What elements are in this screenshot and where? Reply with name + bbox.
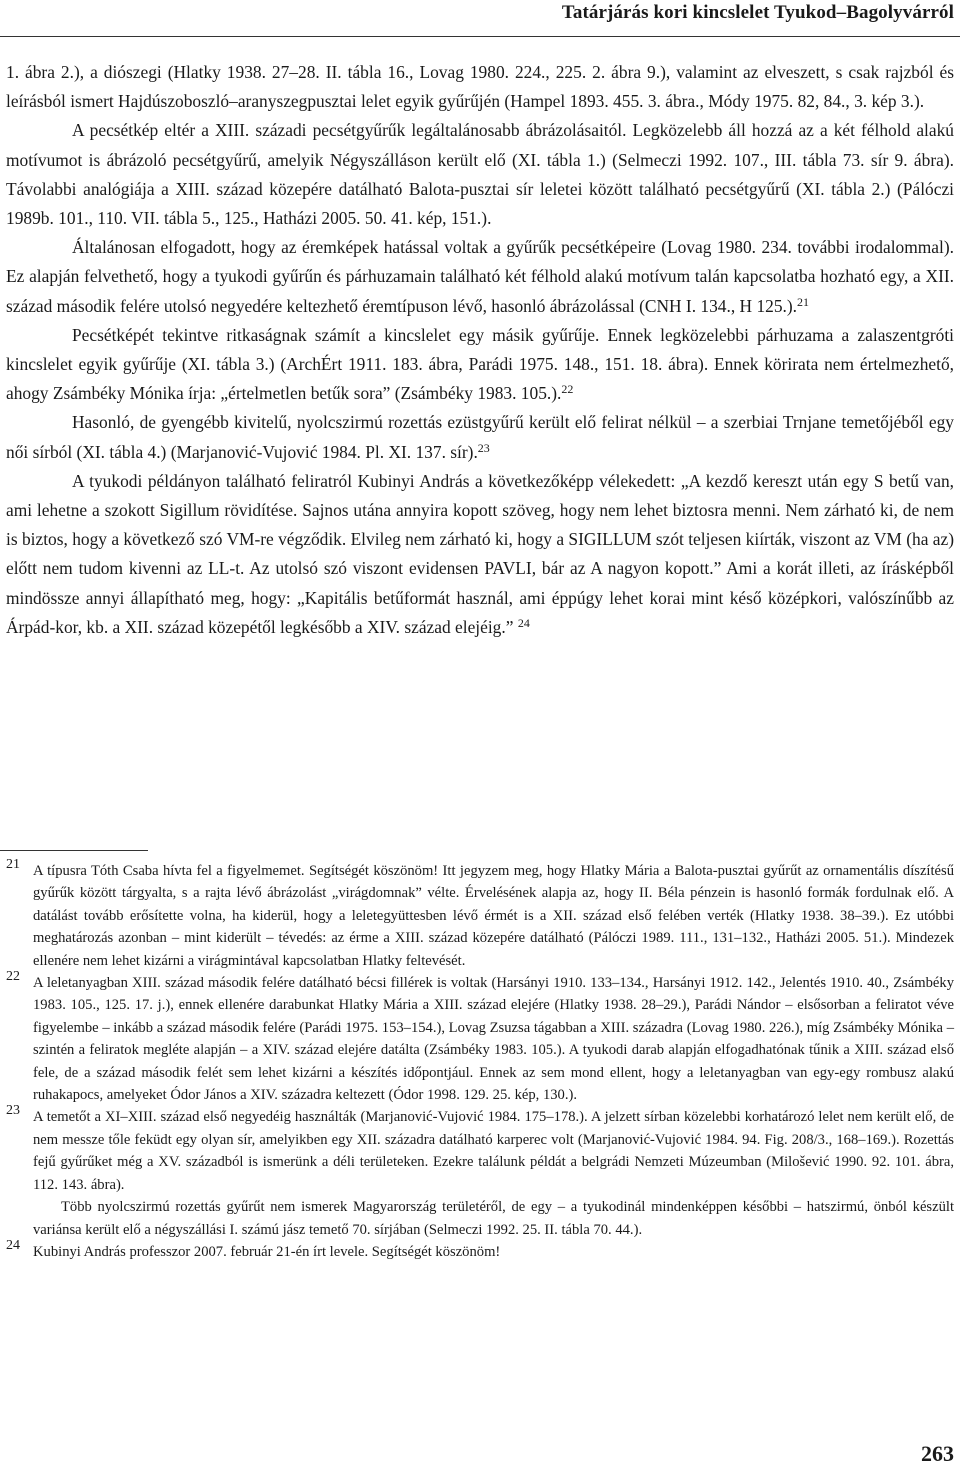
footnote-ref-22[interactable]: 22 (561, 382, 574, 397)
footnote-rule (0, 850, 148, 851)
footnote-22 (6, 969, 954, 1106)
footnote-23 (6, 1103, 954, 1240)
footnote-21 (6, 857, 954, 972)
paragraph-5 (6, 408, 954, 466)
footnote-24 (6, 1237, 954, 1263)
header-rule (0, 36, 960, 37)
footnote-text: A leletanyagban XIII. század második felére datálható bécsi fillérek is voltak (Harsányi 1910. 133–134., Harsányi 1912. 142., Jelentés 1910. 40., Zsámbéky 1983. 105., 125. 17. j.), ennek ellenére darabunkat Hlatky Mária a XIII. század elejére (Hlatky 1938. 28–29.), Parádi Nándor – elsősorban a feliratot véve figyelembe – inkább a század második felére (Parádi 1975. 153–154.), Lovag Zsuzsa tágabban a XIII. századra (Lovag 1980. 226.), míg Zsámbéky Mónika – szintén a feliratok megléte alapján – a XIV. század elejére datálta (Zsámbéky 1983. 105.). A tyukodi darab alapján elfogadhatónak tűnik a XIII. század első fele, de a század második felét sem lehet kizárni a készítés időpontjául. Ennek az sem mond ellent, hogy a leletanyagban van egy-egy rombusz alakú ruhakapocs, amelyeket Ódor János a XIV. századra keltezett (Ódor 1998. 129. 25. kép, 130.). (33, 975, 954, 1104)
paragraph-5-text: Hasonló, de gyengébb kivitelű, nyolcszirmú rozettás ezüstgyűrű került elő felirat nélkül – a szerbiai Trnjane temetőjéből egy női sírból (XI. tábla 4.) (Marjanović-Vujović 1984. Pl. XI. 137. sír). (6, 412, 954, 462)
footnote-text: Kubinyi András professzor 2007. február 21-én írt levele. Segítségét köszönöm! (33, 1243, 501, 1260)
page-number: 263 (921, 1441, 954, 1466)
footnote-ref-24[interactable]: 24 (517, 615, 530, 630)
footnote-ref-21[interactable]: 21 (797, 294, 810, 309)
footnote-text: A temetőt a XI–XIII. század első negyedéig használták (Marjanović-Vujović 1984. 175–178.). A jelzett sírban közelebbi korhatározó lelet nem került elő, de nem messze tőle feküdt egy olyan sír, amelyikben egy XII. századra datálható karperec volt (Marjanović-Vujović 1984. 94. Fig. 208/3., 168–169.). Rozettás fejű gyűrűket még a XV. századból is ismerünk a déli területeken. Ezekre találunk példát a belgrádi Nemzeti Múzeumban (Milošević 1990. 92. 101. ábra, 112. 143. ábra). (33, 1109, 954, 1193)
footnote-number: 23 (6, 1103, 20, 1119)
paragraph-4 (6, 321, 954, 409)
paragraph-2: A pecsétkép eltér a XIII. századi pecsétgyűrűk legáltalánosabb ábrázolásaitól. Legközelebb áll hozzá az a két félhold alakú motívumot is ábrázoló pecsétgyűrű, amelyik Négyszálláson került elő (XI. tábla 1.) (Selmeczi 1992. 107., III. tábla 73. sír 9. ábra). Távolabbi analógiája a XIII. század közepére datálható Balota-pusztai sír leletei között található pecsétgyűrű (XI. tábla 2.) (Pálóczi 1989b. 101., 110. VII. tábla 5., 125., Hatházi 2005. 50. 41. kép, 151.). (6, 120, 954, 229)
footnote-ref-23[interactable]: 23 (477, 440, 490, 455)
main-text (6, 58, 954, 642)
paragraph-3-text: Általánosan elfogadott, hogy az éremképek hatással voltak a gyűrűk pecsétképeire (Lovag 1980. 234. további irodalommal). Ez alapján felvethető, hogy a tyukodi gyűrűn és párhuzamain található két félhold alakú motívum talán kapcsolatba hozható egy, a XII. század második felére utolsó negyedére keltezhető éremtípuson lévő, hasonló ábrázolással (CNH I. 134., H 125.). (6, 237, 954, 316)
paragraph-6 (6, 467, 954, 642)
footnote-number: 24 (6, 1237, 20, 1253)
paragraph-6-text: A tyukodi példányon található feliratról Kubinyi András a következőképp vélekedett: „A kezdő kereszt után egy S betű van, ami lehetne a szokott Sigillum rövidítése. Sajnos utána annyira kopott szöveg, hogy nem lehet biztosra menni. Nem zárható ki, de nem is biztos, hogy a következő szó VM-re végződik. Elvileg nem zárható ki, hogy a SIGILLUM szót teljesen kiírták, viszont az VM (ha az) előtt nem tudom kivenni az LL-t. Az utolsó szó viszont evidensen PAVLI, bár az A nagyon kopott.” Ami a korát illeti, az írásképből mindössze annyi állapítható meg, hogy: „Kapitális betűformát használ, ami éppúgy lehet korai mint késő középkori, valószínűbb az Árpád-kor, kb. a XII. század közepétől legkésőbb a XIV. század elejéig.” (6, 470, 954, 637)
footnotes (6, 857, 954, 1263)
footnote-number: 22 (6, 969, 20, 985)
paragraph-1: 1. ábra 2.), a diószegi (Hlatky 1938. 27–28. II. tábla 16., Lovag 1980. 224., 225. 2. ábra 9.), valamint az elveszett, s csak rajzból és leírásból ismert Hajdúszoboszló–aranyszegpusztai lelet egyik gyűrűjén (Hampel 1893. 455. 3. ábra., Módy 1975. 82, 84., 3. kép 3.). (6, 62, 954, 112)
footnote-text: A típusra Tóth Csaba hívta fel a figyelmemet. Segítségét köszönöm! Itt jegyzem meg, hogy Hlatky Mária a Balota-pusztai gyűrűt az ornamentális díszítésű gyűrűk között tárgyalta, s a rajta lévő ábrázolást „virágdomnak” vélte. Érvelésének alapja az, hogy II. Béla pénzein is hasonló formák fordulnak elő. A datálást tovább erősítette volna, ha kiderül, hogy a leletegyüttesben lévő érmét is a XII. század első felében verték (Hlatky 1938. 38–39.). Ez utóbbi meghatározás azonban – mint kiderült – tévedés: az érme a XIII. század közepére datálható (Pálóczi 1989. 111., 131–132., Hatházi 2005. 51.). Mindezek ellenére nem lehet kizárni a virágmintával kapcsolatban Hlatky feltevését. (33, 863, 954, 969)
footnote-number: 21 (6, 857, 20, 872)
paragraph-3 (6, 233, 954, 321)
running-header: Tatárjárás kori kincslelet Tyukod–Bagolyvárról (561, 2, 954, 23)
paragraph-4-text: Pecsétképét tekintve ritkaságnak számít a kincslelet egy másik gyűrűje. Ennek legközelebbi párhuzama a zalaszentgróti kincslelet egyik gyűrűje (XI. tábla 3.) (ArchÉrt 1911. 183. ábra, Parádi 1975. 148., 151. 18. ábra). Ennek körirata nem értelmezhető, ahogy Zsámbéky Mónika írja: „értelmetlen betűk sora” (Zsámbéky 1983. 105.). (6, 324, 954, 404)
footnote-text-continued: Több nyolcszirmú rozettás gyűrűt nem ismerek Magyarország területéről, de egy – a tyukodinál mindenképpen későbbi – hatszirmú, önból készült variánsa került elő a négyszállási I. számú jász temető 70. sírjában (Selmeczi 1992. 25. II. tábla 70. 44.). (33, 1199, 954, 1238)
